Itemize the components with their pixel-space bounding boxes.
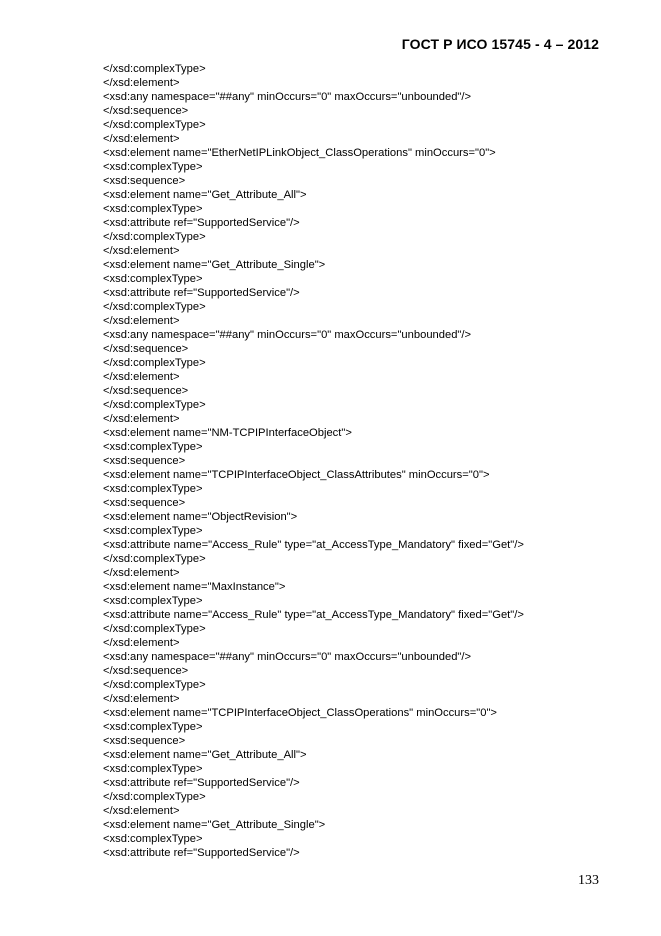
code-line: </xsd:element>	[103, 805, 180, 817]
code-line: <xsd:complexType>	[103, 441, 203, 453]
code-line: <xsd:complexType>	[103, 763, 203, 775]
code-line: <xsd:element name="ObjectRevision">	[103, 511, 298, 523]
code-line: </xsd:complexType>	[103, 119, 206, 131]
code-line: <xsd:element name="MaxInstance">	[103, 581, 286, 593]
code-line: </xsd:sequence>	[103, 343, 189, 355]
code-line: <xsd:complexType>	[103, 273, 203, 285]
code-line: <xsd:sequence>	[103, 455, 186, 467]
code-line: <xsd:complexType>	[103, 203, 203, 215]
code-line: <xsd:element name="TCPIPInterfaceObject_ClassOperations" minOccurs="0">	[103, 707, 497, 719]
code-line: <xsd:sequence>	[103, 735, 186, 747]
code-line: <xsd:attribute ref="SupportedService"/>	[103, 777, 300, 789]
code-line: </xsd:element>	[103, 637, 180, 649]
code-line: <xsd:element name="Get_Attribute_All">	[103, 189, 307, 201]
code-line: </xsd:complexType>	[103, 63, 206, 75]
code-line: <xsd:element name="TCPIPInterfaceObject_ClassAttributes" minOccurs="0">	[103, 469, 490, 481]
code-line: <xsd:element name="NM-TCPIPInterfaceObject">	[103, 427, 352, 439]
code-line: </xsd:element>	[103, 693, 180, 705]
code-line: <xsd:attribute ref="SupportedService"/>	[103, 287, 300, 299]
code-line: </xsd:complexType>	[103, 357, 206, 369]
code-line: </xsd:complexType>	[103, 623, 206, 635]
code-line: <xsd:sequence>	[103, 497, 186, 509]
code-line: </xsd:complexType>	[103, 399, 206, 411]
code-line: </xsd:element>	[103, 413, 180, 425]
code-line: <xsd:complexType>	[103, 525, 203, 537]
code-line: </xsd:complexType>	[103, 231, 206, 243]
code-line: <xsd:attribute ref="SupportedService"/>	[103, 847, 300, 859]
code-line: </xsd:element>	[103, 315, 180, 327]
code-line: <xsd:element name="Get_Attribute_Single">	[103, 819, 326, 831]
code-line: <xsd:complexType>	[103, 595, 203, 607]
code-line: </xsd:complexType>	[103, 301, 206, 313]
code-line: <xsd:any namespace="##any" minOccurs="0" maxOccurs="unbounded"/>	[103, 329, 472, 341]
code-line: <xsd:sequence>	[103, 175, 186, 187]
page-header-standard-id: ГОСТ Р ИСО 15745 - 4 – 2012	[401, 36, 599, 52]
code-line: <xsd:any namespace="##any" minOccurs="0" maxOccurs="unbounded"/>	[103, 91, 472, 103]
code-line: <xsd:complexType>	[103, 721, 203, 733]
code-line: </xsd:element>	[103, 77, 180, 89]
code-line: <xsd:element name="Get_Attribute_Single">	[103, 259, 326, 271]
code-line: </xsd:sequence>	[103, 385, 189, 397]
code-line: </xsd:sequence>	[103, 105, 189, 117]
code-line: <xsd:attribute name="Access_Rule" type="at_AccessType_Mandatory" fixed="Get"/>	[103, 539, 524, 551]
code-line: <xsd:element name="EtherNetIPLinkObject_ClassOperations" minOccurs="0">	[103, 147, 496, 159]
code-line: </xsd:element>	[103, 133, 180, 145]
xml-schema-listing	[103, 62, 524, 860]
code-line: </xsd:element>	[103, 567, 180, 579]
code-line: </xsd:sequence>	[103, 665, 189, 677]
code-line: </xsd:element>	[103, 371, 180, 383]
code-line: </xsd:complexType>	[103, 679, 206, 691]
code-line: <xsd:complexType>	[103, 833, 203, 845]
code-line: </xsd:complexType>	[103, 791, 206, 803]
code-line: <xsd:complexType>	[103, 483, 203, 495]
code-line: <xsd:complexType>	[103, 161, 203, 173]
code-line: <xsd:element name="Get_Attribute_All">	[103, 749, 307, 761]
code-line: </xsd:complexType>	[103, 553, 206, 565]
code-line: </xsd:element>	[103, 245, 180, 257]
code-line: <xsd:any namespace="##any" minOccurs="0" maxOccurs="unbounded"/>	[103, 651, 472, 663]
code-line: <xsd:attribute name="Access_Rule" type="at_AccessType_Mandatory" fixed="Get"/>	[103, 609, 524, 621]
page-number: 133	[578, 873, 599, 888]
code-line: <xsd:attribute ref="SupportedService"/>	[103, 217, 300, 229]
